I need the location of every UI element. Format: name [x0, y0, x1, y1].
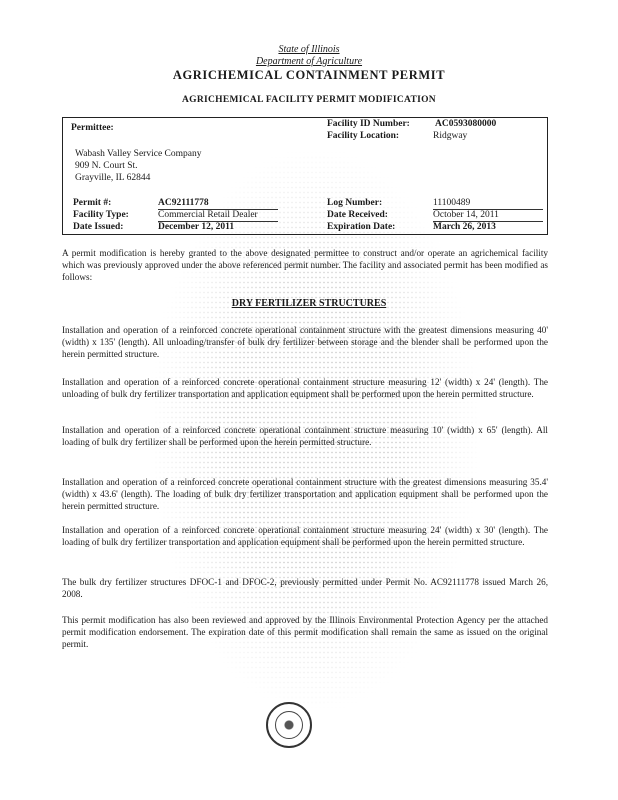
facility-id-value: AC0593080000 — [435, 119, 497, 129]
expiration-date-value: March 26, 2013 — [433, 222, 496, 232]
permittee-label: Permittee: — [71, 123, 114, 133]
date-received-label: Date Received: — [327, 210, 388, 220]
facility-id-label: Facility ID Number: — [327, 119, 410, 129]
permittee-city: Grayville, IL 62844 — [75, 173, 151, 183]
intro-paragraph: A permit modification is hereby granted to the above designated permittee to construct and/or operate an agrichemical facility which was previously approved under the above referenced permit number. The facility and associated permit has been modified as follows: — [62, 248, 548, 282]
permit-info-box — [62, 117, 548, 235]
log-number-label: Log Number: — [327, 198, 383, 208]
facility-type-value: Commercial Retail Dealer — [158, 210, 258, 220]
underline-log — [433, 209, 543, 210]
paragraph-5: Installation and operation of a reinforced concrete operational containment structure measuring 24' (width) x 30' (length). The loading of bulk dry fertilizer transportation and application equipment shall be performed upon the herein permitted structure. — [62, 525, 548, 547]
facility-location-label: Facility Location: — [327, 131, 400, 141]
underline-type — [158, 221, 278, 222]
permittee-name: Wabash Valley Service Company — [75, 149, 202, 159]
department-seal-stamp — [266, 702, 312, 748]
paragraph-6: The bulk dry fertilizer structures DFOC-1 and DFOC-2, previously permitted under Permit No. AC92111778 issued March 26, 2008. — [62, 577, 548, 599]
paragraph-3: Installation and operation of a reinforced concrete operational containment structure measuring 10' (width) x 65' (length). All loading of bulk dry fertilizer shall be performed upon the herein permitted structure. — [62, 425, 548, 447]
date-issued-value: December 12, 2011 — [158, 222, 235, 232]
permit-number-label: Permit #: — [73, 198, 112, 208]
date-received-value: October 14, 2011 — [433, 210, 499, 220]
date-issued-label: Date Issued: — [73, 222, 124, 232]
log-number-value: 11100489 — [433, 198, 471, 208]
facility-location-value: Ridgway — [433, 131, 468, 141]
section-heading: DRY FERTILIZER STRUCTURES — [231, 298, 387, 309]
facility-type-label: Facility Type: — [73, 210, 129, 220]
expiration-date-label: Expiration Date: — [327, 222, 396, 232]
state-name: State of Illinois — [278, 44, 340, 55]
seal-emblem — [275, 711, 303, 739]
permittee-street: 909 N. Court St. — [75, 161, 138, 171]
page-subtitle: AGRICHEMICAL FACILITY PERMIT MODIFICATION — [182, 95, 436, 105]
permit-number-value: AC92111778 — [158, 198, 209, 208]
paragraph-2: Installation and operation of a reinforced concrete operational containment structure measuring 12' (width) x 24' (length). The unloading of bulk dry fertilizer transportation and application equipment shall be performed upon the herein permitted structure. — [62, 377, 548, 399]
paragraph-7: This permit modification has also been reviewed and approved by the Illinois Environmental Protection Agency per the attached permit modification endorsement. The expiration date of this permit modification shall remain the same as issued on the original permit. — [62, 615, 548, 649]
underline-received — [433, 221, 543, 222]
department-name: Department of Agriculture — [255, 56, 363, 67]
paragraph-1: Installation and operation of a reinforced concrete operational containment structure with the greatest dimensions measuring 40' (width) x 135' (length). All unloading/transfer of bulk dry fertilizer between storage and the blender shall be performed upon the herein permitted structure. — [62, 325, 548, 359]
underline-permit — [158, 209, 278, 210]
paragraph-4: Installation and operation of a reinforced concrete operational containment structure with the greatest dimensions measuring 35.4' (width) x 43.6' (length). The loading of bulk dry fertilizer transportation and application equipment shall be performed upon the herein permitted structure. — [62, 477, 548, 511]
page-title: AGRICHEMICAL CONTAINMENT PERMIT — [172, 68, 446, 82]
